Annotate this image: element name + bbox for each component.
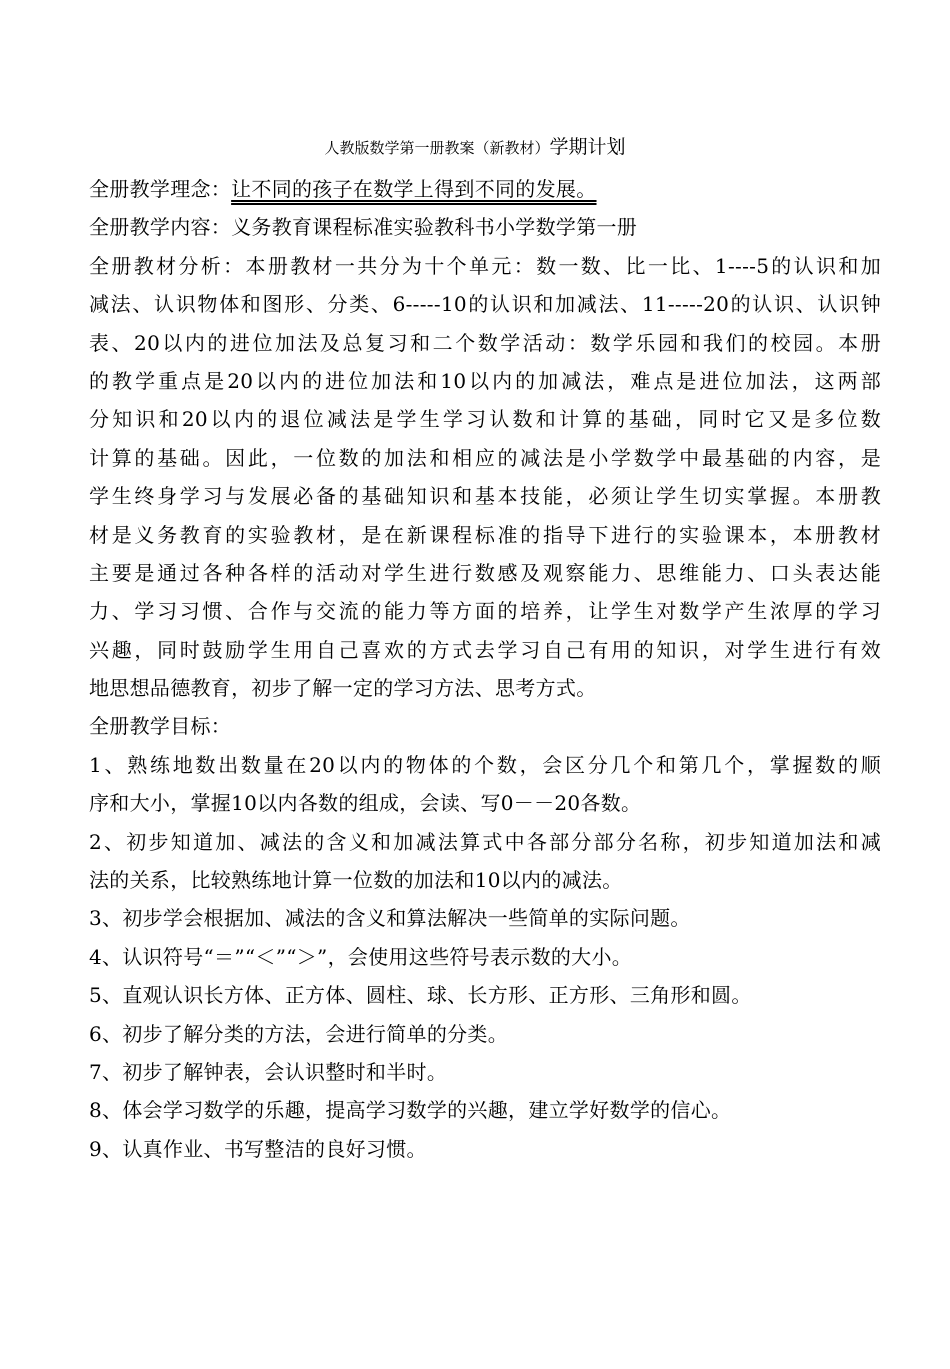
analysis-line: 兴趣，同时鼓励学生用自己喜欢的方式去学习自己有用的知识，对学生进行有效: [89, 637, 881, 662]
document-title: [0, 133, 950, 162]
analysis-line: 分知识和20以内的退位减法是学生学习认数和计算的基础，同时它又是多位数: [89, 407, 881, 432]
analysis-line: 的教学重点是20以内的进位加法和10以内的加减法，难点是进位加法，这两部: [89, 368, 881, 393]
goals-list: [89, 746, 881, 1168]
title-suffix: 学期计划: [549, 136, 626, 158]
analysis-line: 材是义务教育的实验教材，是在新课程标准的指导下进行的实验课本，本册教材: [89, 522, 881, 547]
content-line: [89, 208, 881, 246]
goal-line: 7、初步了解钟表，会认识整时和半时。: [89, 1059, 448, 1084]
goal-line: 6、初步了解分类的方法，会进行简单的分类。: [89, 1021, 509, 1046]
goal-line: 1、熟练地数出数量在20以内的物体的个数，会区分几个和第几个，掌握数的顺: [89, 752, 881, 777]
goal-line: 3、初步学会根据加、减法的含义和算法解决一些简单的实际问题。: [89, 906, 691, 931]
analysis-line: 地思想品德教育，初步了解一定的学习方法、思考方式。: [89, 676, 597, 701]
goal-line: 5、直观认识长方体、正方体、圆柱、球、长方形、正方形、三角形和圆。: [89, 983, 752, 1008]
goal-line: 9、认真作业、书写整洁的良好习惯。: [89, 1136, 427, 1161]
analysis-line: 学生终身学习与发展必备的基础知识和基本技能，必须让学生切实掌握。本册教: [89, 484, 881, 509]
analysis-line: 减法、认识物体和图形、分类、6-----10的认识和加减法、11-----20的认识、认识钟: [89, 292, 881, 317]
philosophy-value: 让不同的孩子在数学上得到不同的发展。: [231, 177, 597, 201]
document-body: [89, 170, 881, 1168]
philosophy-line: [89, 170, 881, 208]
analysis-paragraph: [89, 247, 881, 708]
analysis-line: 计算的基础。因此，一位数的加法和相应的减法是小学数学中最基础的内容，是: [89, 445, 881, 470]
analysis-line: 全册教材分析：本册教材一共分为十个单元：数一数、比一比、1----5的认识和加: [89, 253, 881, 278]
goal-line: 4、认识符号“＝”“＜”“＞”，会使用这些符号表示数的大小。: [89, 944, 633, 969]
goals-heading: 全册教学目标：: [89, 714, 232, 739]
goal-line: 2、初步知道加、减法的含义和加减法算式中各部分部分名称，初步知道加法和减: [89, 829, 881, 854]
analysis-line: 力、学习习惯、合作与交流的能力等方面的培养，让学生对数学产生浓厚的学习: [89, 599, 881, 624]
title-main: 人教版数学第一册教案（新教材）: [324, 139, 550, 157]
content-label: 全册教学内容：: [89, 215, 232, 240]
content-value: 义务教育课程标准实验教科书小学数学第一册: [231, 215, 638, 240]
goal-line: 8、体会学习数学的乐趣，提高学习数学的兴趣，建立学好数学的信心。: [89, 1098, 732, 1123]
philosophy-label: 全册教学理念：: [89, 177, 232, 201]
goal-line: 法的关系，比较熟练地计算一位数的加法和10以内的减法。: [89, 868, 623, 893]
analysis-line: 主要是通过各种各样的活动对学生进行数感及观察能力、思维能力、口头表达能: [89, 560, 881, 585]
analysis-line: 表、20以内的进位加法及总复习和二个数学活动：数学乐园和我们的校园。本册: [89, 330, 881, 355]
goal-line: 序和大小，掌握10以内各数的组成，会读、写0－－20各数。: [89, 791, 642, 816]
